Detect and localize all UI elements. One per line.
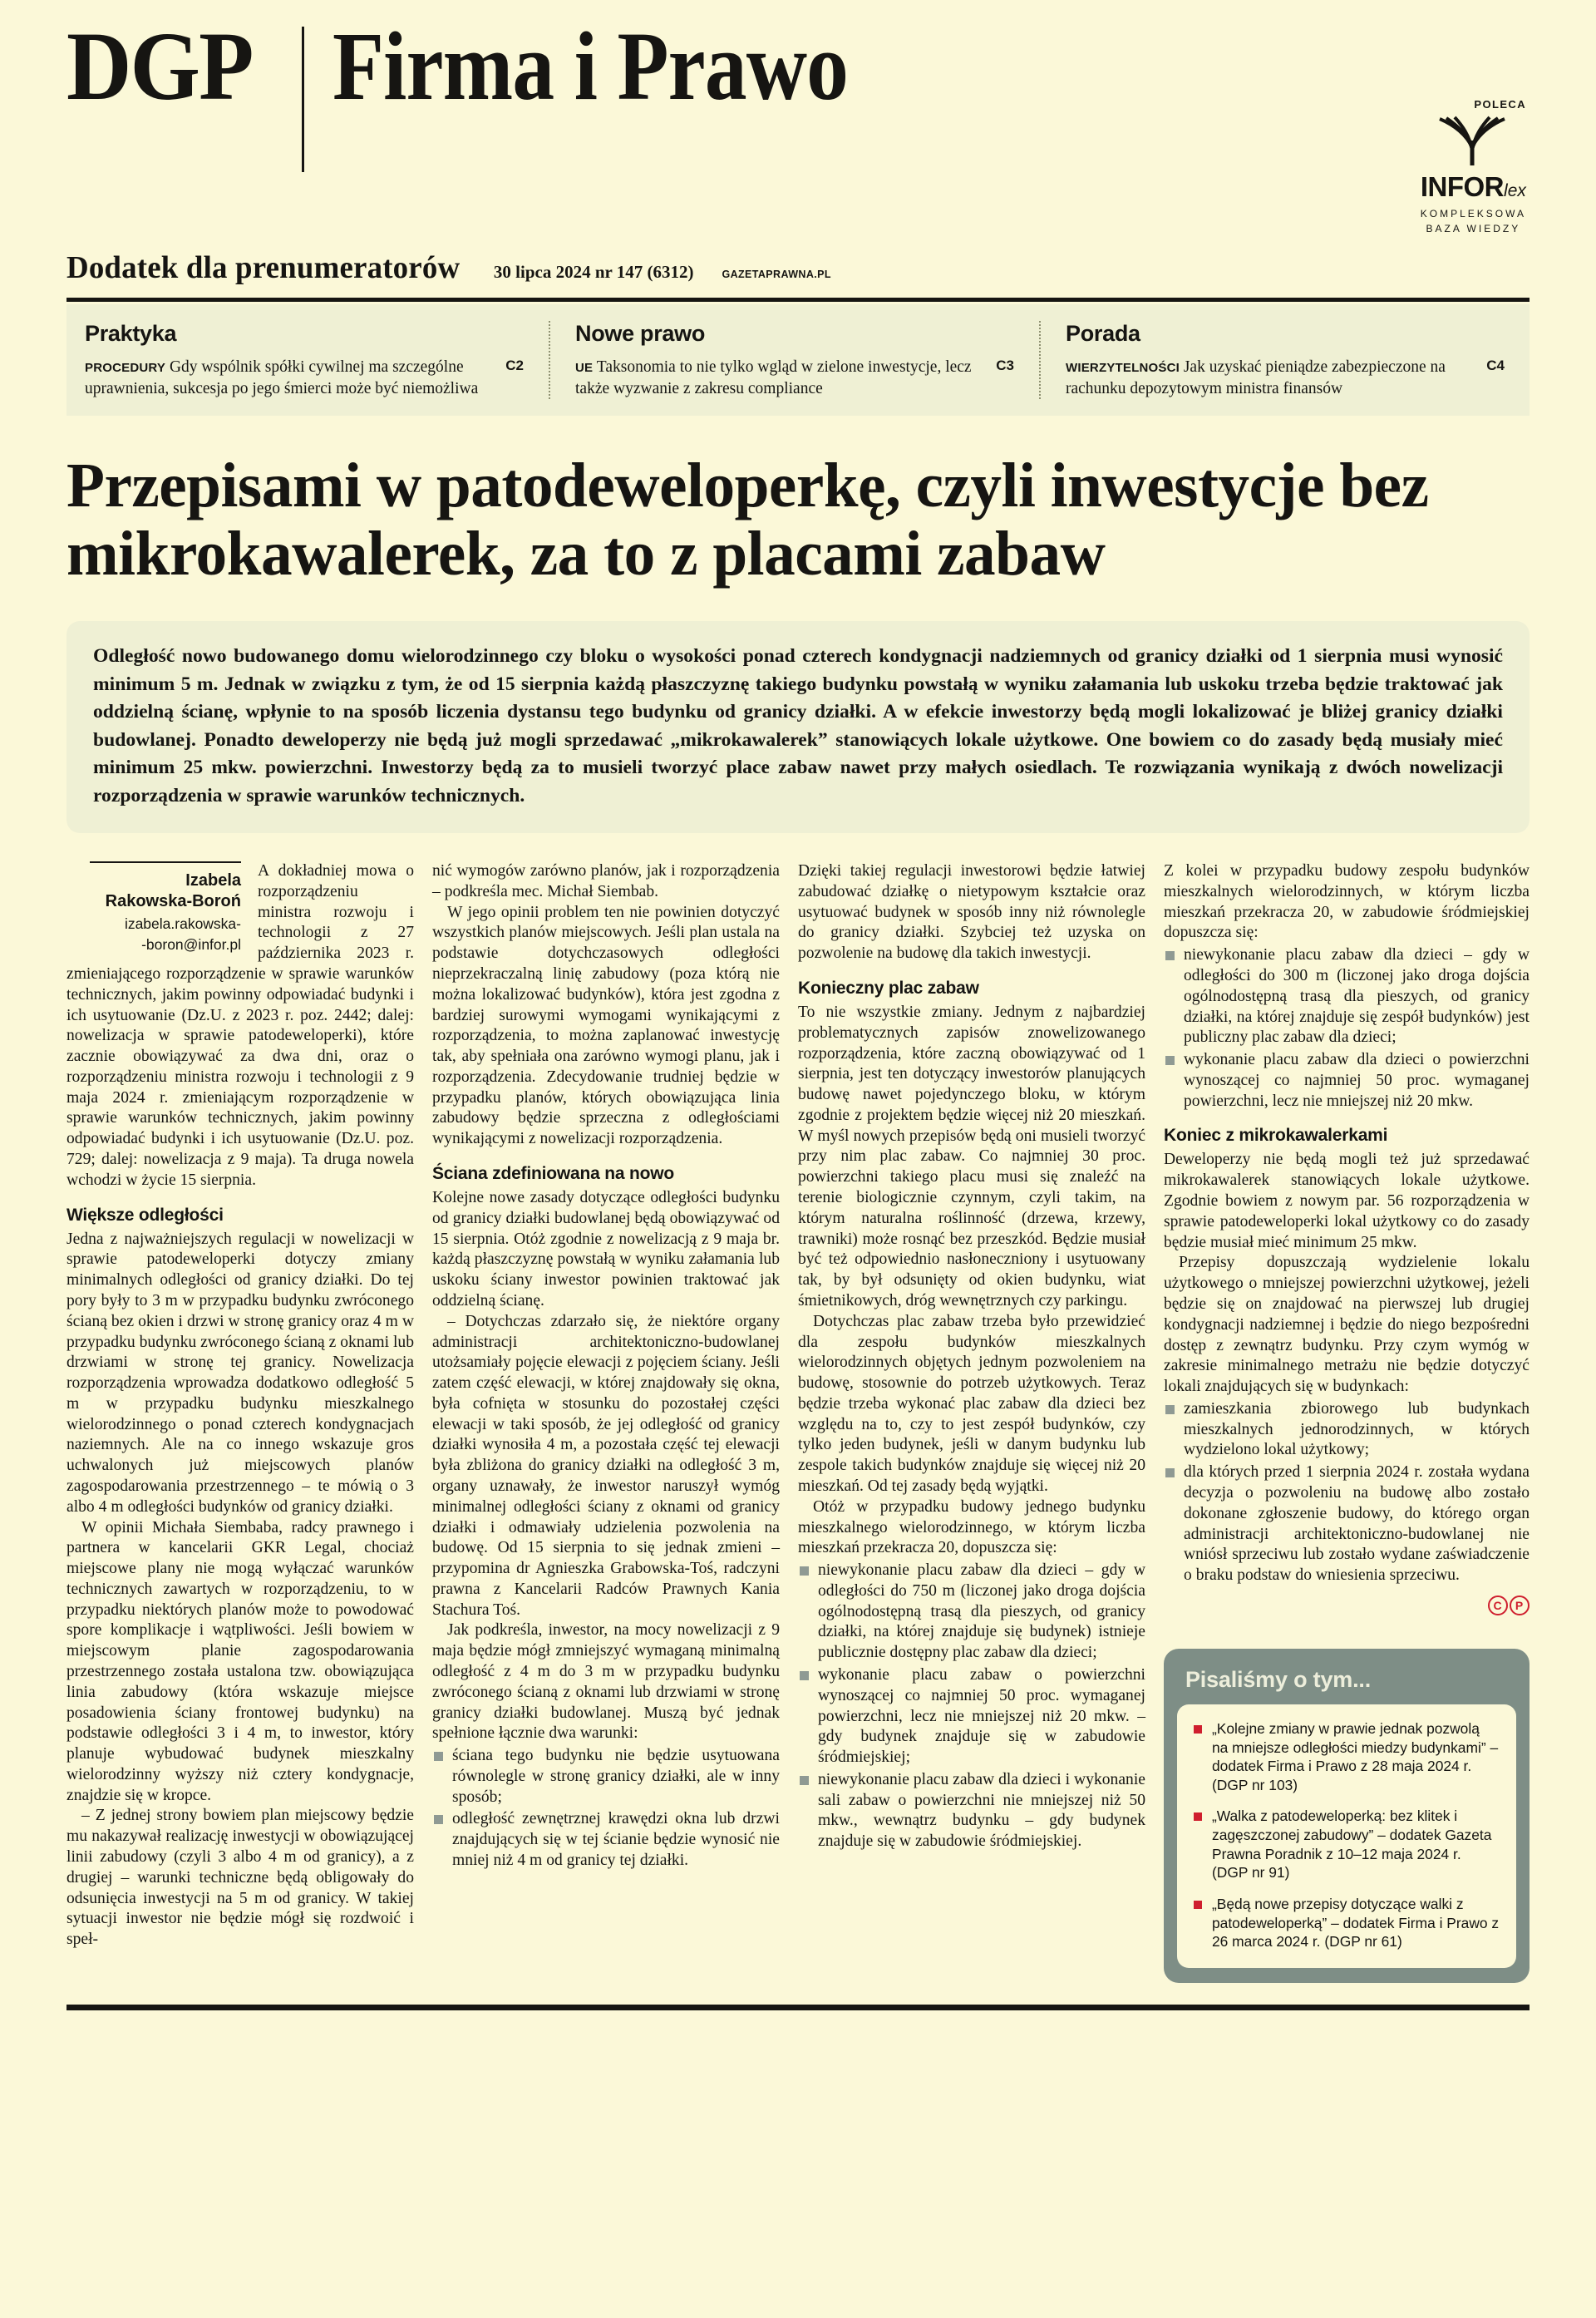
teaser-text: Jak uzyskać pieniądze zabezpieczone na rachunku depozytowym ministra finansów [1066,358,1446,397]
masthead-rule [66,298,1530,302]
related-articles-box [1164,1649,1530,1983]
paragraph: – Dotychczas zdarzało się, że niektóre organy administracji architektoniczno-budowlanej utożsamiały pojęcie elewacji z pojęciem ściany. Jeśli zatem część elewacji, w której znajdowały się okna, była cofnięta w stosunku do pozostałej części elewacji w taki sposób, że jej odległość od granicy działki wynosiła 4 m, a pozostała część tej elewacji była zbliżona do granicy działki na odległość 3 m, organy uznawały, że inwestor naruszył wymóg minimalnej odległości ściany z oknami od granicy działki i odmawiały udzielenia pozwolenia na budowę. Od 15 sierpnia to się jednak zmieni – przypomina dr Agnieszka Grabowska-Toś, radczyni prawna z Kancelarii Radców Prawnych Kania Stachura Toś. [432,1312,780,1619]
infor-tagline-line2: BAZA WIEDZY [1426,223,1521,234]
infor-bird-icon [1435,116,1511,171]
list-item: wykonanie placu zabaw o powierzchni wynoszącej co najmniej 50 proc. wymaganej powierzchni, lecz nie mniejszej niż 20 mkw. – gdy budynek znajduje się w zabudowie śródmiejskiej; [798,1665,1145,1768]
teaser-body [85,357,524,399]
infor-lex-text: lex [1504,181,1526,200]
supplement-line [66,249,1530,286]
infor-tagline-line1: KOMPLEKSOWA [1420,208,1526,219]
list-item: niewykonanie placu zabaw dla dzieci – gdy w odległości do 300 m (liczonej jako droga dojścia ogólnodostępną trasą dla pieszych, od granicy działki, na której znajduje się zespół budynków) jest publiczny plac zabaw dla dzieci; [1164,945,1530,1048]
list-item[interactable]: „Będą nowe przepisy dotyczące walki z patodeweloperką” – dodatek Firma i Prawo z 26 marca 2024 r. (DGP nr 61) [1194,1895,1500,1951]
masthead-left [66,12,932,172]
bullet-list [798,1561,1145,1852]
bullet-list [1164,1399,1530,1586]
paragraph: Jak podkreśla, inwestor, na mocy nowelizacji z 9 maja będzie mógł zmniejszyć wymaganą minimalną odległość z 4 m do 3 m w przypadku budynku zwróconego ścianą z oknami lub drzwiami w stronę granicy działki budowlanej. Muszą być jednak spełnione łącznie dwa warunki: [432,1621,780,1743]
paragraph: Dzięki takiej regulacji inwestorowi będzie łatwiej zabudować działkę o nietypowym kształcie oraz usytuować budynek w sposób inny niż równolegle do granicy działki. Szybciej też uzyska on pozwolenie na budowę dla takich inwestycji. [798,862,1145,963]
list-item[interactable]: „Walka z patodeweloperką: bez klitek i zagęszczonej zabudowy” – dodatek Gazeta Prawna Poradnik z 10–12 maja 2024 r. (DGP nr 91) [1194,1807,1500,1882]
author-email-line1[interactable]: izabela.rakowska- [124,915,241,932]
teaser-page: C4 [1486,358,1505,373]
copyright-c-icon: C [1488,1595,1508,1615]
teaser-page: C2 [505,358,524,373]
copyright-mark [1164,1593,1530,1615]
author-name-line1: Izabela [185,871,241,890]
supplement-title: Firma i Prawo [332,12,849,121]
teaser-body [575,357,1014,399]
paragraph: Dotychczas plac zabaw trzeba było przewidzieć dla zespołu budynków mieszkalnych wielorodzinnych objętych jednym pozwoleniem na budowę, stosownie do potrzeb użytkowych. Teraz będzie trzeba wykonać plac zabaw dla dzieci bez względu na to, czy to jest zespół budynków, czy tylko jeden budynek, jeśli w danym budynku lub zespole takich budynków znajduje się więcej niż 20 mieszkań. Od tej zasady będą wyjątki. [798,1312,1145,1495]
teaser-praktyka[interactable] [66,321,549,399]
list-item: wykonanie placu zabaw dla dzieci o powierzchni wynoszącej co najmniej 50 proc. wymaganej powierzchni, lecz nie mniejszej niż 20 mkw. [1164,1050,1530,1112]
infor-logo [1421,116,1526,236]
list-item[interactable]: „Kolejne zmiany w prawie jednak pozwolą na mniejsze odległości miedzy budynkami” – dodatek Firma i Prawo z 28 maja 2024 r. (DGP nr 103) [1194,1719,1500,1795]
related-articles-list [1194,1719,1500,1951]
teaser-nowe-prawo[interactable] [549,321,1039,399]
list-item: dla których przed 1 sierpnia 2024 r. została wydana decyzja o pozwoleniu na budowę albo zostało dokonane zgłoszenie budowy, do którego organ administracji architektoniczno-budowlanej nie wniósł sprzeciwu lub zostało wydane zaświadczenie o braku podstaw do wniesienia sprzeciwu. [1164,1462,1530,1586]
article-lead: Odległość nowo budowanego domu wielorodzinnego czy bloku o wysokości ponad czterech kondygnacji nadziemnych od granicy działki od 1 sierpnia musi wynosić minimum 5 m. Jednak w związku z tym, że od 15 sierpnia każdą płaszczyznę takiego budynku powstałą w wyniku załamania lub uskoku trzeba będzie traktować jak oddzielną ścianę, wpłynie to na sposób liczenia dystansu tego budynku od granicy działki. A w efekcie inwestorzy będą mogli lokalizować je bliżej granicy działki budowlanej. Ponadto deweloperzy nie będą już mogli sprzedawać „mikrokawalerek” stanowiących lokale użytkowe. One bowiem co do zasady będą musiały mieć minimum 25 mkw. powierzchni. Inwestorzy będą za to musieli tworzyć place zabaw nawet przy małych osiedlach. Te rozwiązania wynikają z dwóch nowelizacji rozporządzenia w sprawie warunków technicznych. [66,621,1530,833]
list-item: niewykonanie placu zabaw dla dzieci i wykonanie sali zabaw o powierzchni nie mniejszej niż 50 mkw., wewnątrz budynku – gdy budynek znajduje się w zabudowie śródmiejskiej. [798,1770,1145,1852]
teaser-text: Gdy wspólnik spółki cywilnej ma szczególne uprawnienia, sukcesja po jego śmierci może być niemożliwa [85,358,479,397]
teaser-strip [66,304,1530,416]
paragraph: Przepisy dopuszczają wydzielenie lokalu użytkowego o mniejszej powierzchni użytkowej, jeżeli będzie się on znajdować na pierwszej lub drugiej kondygnacji nadziemnej i będzie do niego bezpośredni dostęp z zewnątrz budynku. Przy czym wymóg w zakresie minimalnego metrażu nie będzie dotyczyć lokali znajdujących się w budynkach: [1164,1254,1530,1396]
bullet-list [1164,945,1530,1112]
byline [66,861,241,954]
issue-info: 30 lipca 2024 nr 147 (6312) [493,262,694,282]
article-column-1 [66,861,432,1983]
paragraph: W jego opinii problem ten nie powinien dotyczyć wszystkich planów miejscowych. Jeśli plan ustala na podstawie dotychczasowych odległości nieprzekraczalną linię zabudowy (poza którą nie można lokalizować budynków), która jest zgodna z bardziej surowymi wymogami wynikającymi z rozporządzenia, to można zaplanować inwestycję tak, aby spełniała ona zarówno wymogi planu, jak i rozporządzenia. Zdecydowanie trudniej będzie w przypadku planów, których obowiązująca linia zabudowy będzie sprzeczna z odległościami wynikającymi z nowelizacji rozporządzenia. [432,903,780,1148]
teaser-text: Taksonomia to nie tylko wgląd w zielone inwestycje, lecz także wyzwanie z zakresu compliance [575,358,972,397]
article-body [66,861,1530,1983]
teaser-kicker: WIERZYTELNOŚCI [1066,361,1180,375]
teaser-kicker: UE [575,361,594,375]
subscriber-label: Dodatek dla prenumeratorów [66,250,461,285]
infor-promo [1421,22,1530,236]
masthead [66,0,1530,236]
teaser-kicker: PROCEDURY [85,361,166,375]
article-column-4 [1164,861,1530,1983]
subheading-konieczny-plac-zabaw: Konieczny plac zabaw [798,979,979,998]
masthead-divider [302,27,304,172]
list-item: zamieszkania zbiorowego lub budynkach mieszkalnych jednorodzinnych, w których wydzielono lokal użytkowy; [1164,1399,1530,1461]
teaser-body [1066,357,1505,399]
article-column-3 [798,861,1164,1983]
paragraph: Kolejne nowe zasady dotyczące odległości budynku od granicy działki budowlanej będą obowiązywać od 15 sierpnia. Otóż zgodnie z nowelizacją z 9 maja br. każdą płaszczyznę powstałą w wyniku załamania lub uskoku ściany inwestor powinien traktować jak oddzielną ścianę. [432,1189,780,1309]
list-item: ściana tego budynku nie będzie usytuowana równolegle w stronę granicy działki, ale w inny sposób; [432,1746,780,1808]
subheading-koniec-z-mikrokawalerkami: Koniec z mikrokawalerkami [1164,1126,1388,1146]
related-articles-title: Pisaliśmy o tym... [1185,1666,1371,1692]
paragraph: Deweloperzy nie będą mogli też już sprzedawać mikrokawalerek stanowiących lokale użytkowe. Zgodnie bowiem z nowym par. 56 rozporządzenia w sprawie patodeweloperki lokal użytkowy co do zasady będzie musiał mieć minimum 25 mkw. [1164,1151,1530,1251]
teaser-porada[interactable] [1039,321,1530,399]
teaser-page: C3 [996,358,1014,373]
paragraph: nić wymogów zarówno planów, jak i rozporządzenia – podkreśla mec. Michał Siembab. [432,862,780,900]
teaser-title: Porada [1066,321,1140,346]
paragraph: Jedna z najważniejszych regulacji w nowelizacji w sprawie patodeweloperki dotyczy zmiany minimalnych odległości od granicy działki. Do tej pory były to 3 m w przypadku budynku zwróconego ścianą bez okien i drzwi w stronę granicy oraz 4 m w przypadku budynku zwróconego ścianą z oknami lub drzwiami w stronę tej granicy. Nowelizacja rozporządzenia wprowadza dodatkowo odległość 5 m w przypadku budynku mieszkalnego wielorodzinnego o ponad czterech kondygnacjach naziemnych. Ale na co innego wskazuje gros uchwalonych już miejscowych planów zagospodarowania przestrzennego – te mówią o 3 albo 4 m odległości budynków od granicy działki. [66,1230,414,1516]
copyright-p-icon: P [1510,1595,1530,1615]
author-email-line2[interactable]: -boron@infor.pl [141,936,241,954]
paragraph: W opinii Michała Siembaba, radcy prawnego i partnera w kancelarii GKR Legal, chociaż miejscowe plany nie mogą wyłączać warunków technicznych zawartych w rozporządzeniu, to w przypadku niektórych planów może to powodować spore komplikacje i wątpliwości. Jeśli bowiem w miejscowym planie zagospodarowania przestrzennego została ustalona tzw. obowiązująca linia zabudowy (która wskazuje miejsce posadowienia ściany frontowej budynku) na podstawie odległości 3 i 4 m, to inwestor, który planuje wybudować budynek mieszkalny wielorodzinny wyższy niż cztery kondygnacje, znajdzie się w kropce. [66,1518,414,1804]
poleca-label: POLECA [1474,98,1526,111]
dgp-logo: DGP [66,12,253,121]
list-item: niewykonanie placu zabaw dla dzieci – gdy w odległości do 750 m (liczonej jako droga dojścia ogólnodostępną trasą dla pieszych, od granicy działki, na której znajduje się budynek) istnieje publicznie dostępny plac zabaw dla dzieci; [798,1561,1145,1664]
infor-tagline [1421,206,1526,236]
subheading-wieksze-odleglosci: Większe odległości [66,1205,224,1225]
teaser-title: Nowe prawo [575,321,706,346]
list-item: odległość zewnętrznej krawędzi okna lub drzwi znajdujących się w tej ścianie będzie wynosić nie mniej niż 4 m od granicy tej działki. [432,1809,780,1871]
article-headline: Przepisami w patodeweloperkę, czyli inwestycje bez mikrokawalerek, za to z placami zabaw [66,451,1429,589]
bullet-list [432,1746,780,1872]
subheading-sciana-zdefiniowana: Ściana zdefiniowana na nowo [432,1164,674,1184]
paragraph: Otóż w przypadku budowy jednego budynku mieszkalnego wielorodzinnego, w którym liczba mieszkań przekracza 20, dopuszcza się: [798,1497,1145,1557]
footer-rule [66,2005,1530,2010]
byline-rule [90,861,241,863]
related-articles-inner [1177,1704,1516,1968]
website-label: GAZETAPRAWNA.PL [722,269,831,280]
teaser-title: Praktyka [85,321,177,346]
infor-wordmark [1421,173,1526,200]
paragraph: – Z jednej strony bowiem plan miejscowy będzie mu nakazywał realizację inwestycji w obowiązującej linii zabudowy (czyli 3 albo 4 m od granicy), a z drugiej – warunki techniczne będą obligowały do odsunięcia inwestycji na 5 m od granicy. W takiej sytuacji inwestor nie będzie mógł się rozdwoić i speł- [66,1807,414,1949]
paragraph: A dokładniej mowa o rozporządzeniu ministra rozwoju i technologii z 27 października 2023 r. zmieniającego rozporządzenie w sprawie warunków technicznych, jakim powinny odpowiadać budynki i ich usytuowanie (Dz.U. z 2023 r. poz. 2442; dalej: nowelizacja w sprawie patodeweloperki), które zacznie obowiązywać za dwa dni, oraz o rozporządzeniu ministra rozwoju i technologii z 9 maja 2024 r. zmieniającym rozporządzenie w sprawie warunków technicznych, jakim powinny odpowiadać budynki i ich usytuowanie (Dz.U. poz. 729; dalej: nowelizacja z 9 maja). Ta druga nowela wchodzi w życie 15 sierpnia. [66,862,414,1189]
infor-wordmark-text: INFOR [1420,171,1505,202]
author-name-line2: Rakowska-Boroń [105,891,241,910]
paragraph: To nie wszystkie zmiany. Jednym z najbardziej problematycznych zapisów znowelizowanego rozporządzenia, które zaczną obowiązywać od 1 sierpnia, jest ten dotyczący inwestorów planujących budowę nawet pojedynczego bloku, w którym zgodnie z projektem będzie więcej niż 20 mieszkań. W myśl nowych przepisów będą oni musieli tworzyć przy nim plac zabaw. Co najmniej 30 proc. powierzchni takiego placu musi się znaleźć na terenie biologicznie czynnym, czyli takim, na którym naturalna roślinność (drzewa, krzewy, trawniki) może rosnąć bez przeszkód. Będzie musiał być też odpowiednio nasłoneczniony i usytuowany tak, by był odsunięty od okien budynku, wiat śmietnikowych, dróg wewnętrznych czy parkingu. [798,1004,1145,1309]
paragraph: Z kolei w przypadku budowy zespołu budynków mieszkalnych wielorodzinnych, w którym liczba mieszkań przekracza 20, w zabudowie śródmiejskiej dopuszcza się: [1164,862,1530,942]
article-column-2 [432,861,798,1983]
